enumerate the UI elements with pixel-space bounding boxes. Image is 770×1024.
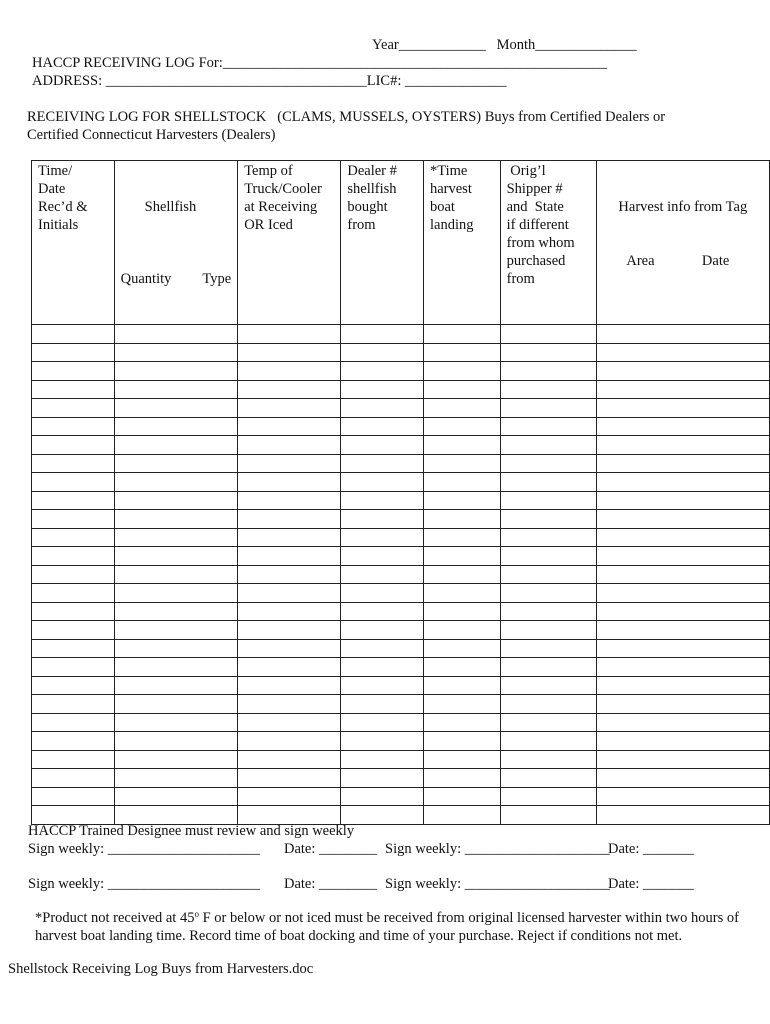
log-entry-cell[interactable] <box>114 695 238 714</box>
log-entry-cell[interactable] <box>423 362 500 381</box>
log-entry-cell[interactable] <box>596 602 769 621</box>
log-entry-cell[interactable] <box>32 454 115 473</box>
log-entry-cell[interactable] <box>238 417 341 436</box>
log-entry-cell[interactable] <box>423 528 500 547</box>
header-shellfish-title: Shellfish <box>144 199 197 215</box>
address-license-line: ADDRESS: ____________________________________LIC#: ______________ <box>32 73 507 89</box>
header-shellfish <box>114 161 238 325</box>
log-entry-cell[interactable] <box>500 639 596 658</box>
table-row <box>32 639 770 658</box>
log-entry-cell[interactable] <box>32 787 115 806</box>
document-filename: Shellstock Receiving Log Buys from Harvesters.doc <box>8 961 314 977</box>
table-row <box>32 565 770 584</box>
log-entry-cell[interactable] <box>596 787 769 806</box>
log-entry-cell[interactable] <box>32 436 115 455</box>
log-entry-cell[interactable] <box>500 769 596 788</box>
log-entry-cell[interactable] <box>114 565 238 584</box>
log-entry-cell[interactable] <box>238 565 341 584</box>
log-entry-cell[interactable] <box>423 695 500 714</box>
log-entry-cell[interactable] <box>596 639 769 658</box>
log-entry-cell[interactable] <box>423 454 500 473</box>
log-entry-cell[interactable] <box>341 713 424 732</box>
log-entry-cell[interactable] <box>238 399 341 418</box>
log-entry-cell[interactable] <box>596 769 769 788</box>
log-entry-cell[interactable] <box>341 787 424 806</box>
log-entry-cell[interactable] <box>423 325 500 344</box>
log-entry-cell[interactable] <box>596 621 769 640</box>
log-entry-cell[interactable] <box>341 362 424 381</box>
log-entry-cell[interactable] <box>341 510 424 529</box>
table-row <box>32 491 770 510</box>
log-entry-cell[interactable] <box>596 362 769 381</box>
log-entry-cell[interactable] <box>114 547 238 566</box>
log-entry-cell[interactable] <box>423 547 500 566</box>
log-entry-cell[interactable] <box>500 547 596 566</box>
log-entry-cell[interactable] <box>596 325 769 344</box>
log-entry-cell[interactable] <box>423 769 500 788</box>
log-entry-cell[interactable] <box>423 417 500 436</box>
table-row <box>32 362 770 381</box>
log-entry-cell[interactable] <box>423 380 500 399</box>
log-entry-cell[interactable] <box>423 713 500 732</box>
log-entry-cell[interactable] <box>596 584 769 603</box>
log-entry-cell[interactable] <box>114 417 238 436</box>
log-entry-cell[interactable] <box>32 510 115 529</box>
log-entry-cell[interactable] <box>423 621 500 640</box>
log-entry-cell[interactable] <box>423 491 500 510</box>
log-entry-cell[interactable] <box>238 787 341 806</box>
log-entry-cell[interactable] <box>32 565 115 584</box>
log-entry-cell[interactable] <box>500 565 596 584</box>
header-harvest-info <box>596 161 769 325</box>
receiving-log-table <box>31 160 770 825</box>
log-entry-cell[interactable] <box>423 676 500 695</box>
table-row <box>32 473 770 492</box>
log-entry-cell[interactable] <box>500 510 596 529</box>
log-entry-cell[interactable] <box>114 399 238 418</box>
log-entry-cell[interactable] <box>238 676 341 695</box>
sign-weekly-field[interactable]: Sign weekly: _____________________ <box>28 876 260 892</box>
log-entry-cell[interactable] <box>32 584 115 603</box>
log-entry-cell[interactable] <box>500 454 596 473</box>
log-entry-cell[interactable] <box>500 602 596 621</box>
table-row <box>32 750 770 769</box>
table-row <box>32 343 770 362</box>
log-entry-cell[interactable] <box>596 806 769 825</box>
log-entry-cell[interactable] <box>500 713 596 732</box>
header-harvest-info-title: Harvest info from Tag <box>618 199 748 215</box>
log-entry-cell[interactable] <box>238 380 341 399</box>
log-entry-cell[interactable] <box>341 621 424 640</box>
log-entry-cell[interactable] <box>32 417 115 436</box>
log-entry-cell[interactable] <box>500 584 596 603</box>
log-entry-cell[interactable] <box>500 436 596 455</box>
log-for-line: HACCP RECEIVING LOG For:_____________________________________________________ <box>32 55 608 71</box>
log-entry-cell[interactable] <box>341 565 424 584</box>
log-entry-cell[interactable] <box>32 362 115 381</box>
log-entry-cell[interactable] <box>341 639 424 658</box>
table-row <box>32 510 770 529</box>
log-entry-cell[interactable] <box>238 639 341 658</box>
note-text-part-2: F or below or not iced must be received from original licensed harvester within two hours of harvest boat landing time. Record time of boat docking and time of your purchase. Reject if conditions not met. <box>35 910 739 944</box>
log-entry-cell[interactable] <box>32 473 115 492</box>
table-row <box>32 547 770 566</box>
log-entry-cell[interactable] <box>596 732 769 751</box>
log-entry-cell[interactable] <box>238 621 341 640</box>
header-quantity: Quantity <box>120 271 172 287</box>
log-entry-cell[interactable] <box>500 362 596 381</box>
log-entry-cell[interactable] <box>32 621 115 640</box>
log-entry-cell[interactable] <box>500 658 596 677</box>
log-entry-cell[interactable] <box>238 343 341 362</box>
log-entry-cell[interactable] <box>596 695 769 714</box>
log-entry-cell[interactable] <box>114 713 238 732</box>
table-row <box>32 621 770 640</box>
date-field[interactable]: Date: _______ <box>608 876 694 892</box>
log-entry-cell[interactable] <box>114 602 238 621</box>
log-entry-cell[interactable] <box>500 325 596 344</box>
log-entry-cell[interactable] <box>341 343 424 362</box>
table-row <box>32 436 770 455</box>
table-row <box>32 658 770 677</box>
log-entry-cell[interactable] <box>423 473 500 492</box>
log-entry-cell[interactable] <box>423 436 500 455</box>
table-row <box>32 325 770 344</box>
log-entry-cell[interactable] <box>238 732 341 751</box>
log-entry-cell[interactable] <box>500 417 596 436</box>
log-entry-cell[interactable] <box>596 713 769 732</box>
log-entry-cell[interactable] <box>500 528 596 547</box>
log-entry-cell[interactable] <box>32 325 115 344</box>
log-entry-cell[interactable] <box>341 658 424 677</box>
log-entry-cell[interactable] <box>114 584 238 603</box>
log-entry-cell[interactable] <box>32 399 115 418</box>
date-field[interactable]: Date: _______ <box>608 841 694 857</box>
log-entry-cell[interactable] <box>341 602 424 621</box>
log-entry-cell[interactable] <box>596 343 769 362</box>
log-entry-cell[interactable] <box>32 528 115 547</box>
log-entry-cell[interactable] <box>238 584 341 603</box>
log-entry-cell[interactable] <box>341 750 424 769</box>
log-entry-cell[interactable] <box>423 750 500 769</box>
log-entry-cell[interactable] <box>500 676 596 695</box>
log-entry-cell[interactable] <box>423 639 500 658</box>
log-entry-cell[interactable] <box>114 639 238 658</box>
table-row <box>32 417 770 436</box>
table-row <box>32 769 770 788</box>
degree-symbol: o <box>194 909 199 919</box>
log-entry-cell[interactable] <box>341 528 424 547</box>
log-entry-cell[interactable] <box>341 491 424 510</box>
log-entry-cell[interactable] <box>32 547 115 566</box>
log-entry-cell[interactable] <box>114 658 238 677</box>
table-row <box>32 732 770 751</box>
log-entry-cell[interactable] <box>596 528 769 547</box>
sign-weekly-field[interactable]: Sign weekly: ____________________ <box>385 876 610 892</box>
log-entry-cell[interactable] <box>596 473 769 492</box>
log-entry-cell[interactable] <box>500 343 596 362</box>
header-harvest-area: Area <box>626 253 655 269</box>
log-entry-cell[interactable] <box>341 417 424 436</box>
log-entry-cell[interactable] <box>114 454 238 473</box>
log-entry-cell[interactable] <box>32 695 115 714</box>
log-entry-cell[interactable] <box>500 491 596 510</box>
log-entry-cell[interactable] <box>596 399 769 418</box>
log-entry-cell[interactable] <box>114 436 238 455</box>
log-entry-cell[interactable] <box>114 750 238 769</box>
log-entry-cell[interactable] <box>32 380 115 399</box>
log-entry-cell[interactable] <box>114 621 238 640</box>
log-entry-cell[interactable] <box>238 547 341 566</box>
log-entry-cell[interactable] <box>114 787 238 806</box>
log-entry-cell[interactable] <box>596 436 769 455</box>
log-entry-cell[interactable] <box>238 491 341 510</box>
log-entry-cell[interactable] <box>238 325 341 344</box>
table-row <box>32 713 770 732</box>
log-entry-cell[interactable] <box>32 750 115 769</box>
log-entry-cell[interactable] <box>596 417 769 436</box>
header-original-shipper: Orig’l Shipper # and State if different from whom purchased from <box>500 161 596 325</box>
log-entry-cell[interactable] <box>32 769 115 788</box>
log-entry-cell[interactable] <box>114 491 238 510</box>
log-entry-cell[interactable] <box>238 362 341 381</box>
log-entry-cell[interactable] <box>341 584 424 603</box>
log-entry-cell[interactable] <box>423 787 500 806</box>
log-entry-cell[interactable] <box>238 769 341 788</box>
log-entry-cell[interactable] <box>238 602 341 621</box>
log-entry-cell[interactable] <box>596 491 769 510</box>
log-entry-cell[interactable] <box>32 713 115 732</box>
log-entry-cell[interactable] <box>423 343 500 362</box>
log-entry-cell[interactable] <box>423 806 500 825</box>
log-entry-cell[interactable] <box>423 510 500 529</box>
log-entry-cell[interactable] <box>500 695 596 714</box>
log-subtitle-line-2: Certified Connecticut Harvesters (Dealers) <box>27 127 276 143</box>
table-row <box>32 602 770 621</box>
log-entry-cell[interactable] <box>341 695 424 714</box>
log-entry-cell[interactable] <box>423 602 500 621</box>
temperature-rule-note <box>35 905 750 945</box>
table-row <box>32 787 770 806</box>
log-entry-cell[interactable] <box>32 343 115 362</box>
year-month-line: Year____________ Month______________ <box>372 37 637 53</box>
table-row <box>32 454 770 473</box>
log-entry-cell[interactable] <box>114 473 238 492</box>
log-entry-cell[interactable] <box>596 510 769 529</box>
log-entry-cell[interactable] <box>341 436 424 455</box>
table-header-row <box>32 161 770 325</box>
log-entry-cell[interactable] <box>341 732 424 751</box>
log-entry-cell[interactable] <box>423 658 500 677</box>
log-subtitle-line-1: RECEIVING LOG FOR SHELLSTOCK (CLAMS, MUSSELS, OYSTERS) Buys from Certified Dealers or <box>27 109 666 125</box>
log-entry-cell[interactable] <box>596 547 769 566</box>
log-entry-cell[interactable] <box>114 769 238 788</box>
log-entry-cell[interactable] <box>341 399 424 418</box>
log-entry-cell[interactable] <box>114 343 238 362</box>
log-entry-cell[interactable] <box>341 325 424 344</box>
header-harvest-date: Date <box>701 253 730 269</box>
log-entry-cell[interactable] <box>596 380 769 399</box>
log-entry-cell[interactable] <box>238 695 341 714</box>
log-entry-cell[interactable] <box>114 676 238 695</box>
log-entry-cell[interactable] <box>114 510 238 529</box>
log-entry-cell[interactable] <box>238 528 341 547</box>
log-entry-cell[interactable] <box>500 787 596 806</box>
log-entry-cell[interactable] <box>114 325 238 344</box>
log-entry-cell[interactable] <box>114 732 238 751</box>
log-entry-cell[interactable] <box>423 399 500 418</box>
log-entry-cell[interactable] <box>596 565 769 584</box>
date-field[interactable]: Date: ________ <box>284 841 378 857</box>
log-entry-cell[interactable] <box>596 676 769 695</box>
log-entry-cell[interactable] <box>114 528 238 547</box>
log-entry-cell[interactable] <box>596 750 769 769</box>
table-row <box>32 528 770 547</box>
log-entry-cell[interactable] <box>341 473 424 492</box>
log-entry-cell[interactable] <box>32 639 115 658</box>
log-entry-cell[interactable] <box>500 473 596 492</box>
log-entry-cell[interactable] <box>238 473 341 492</box>
log-entry-cell[interactable] <box>500 732 596 751</box>
header-dealer-number: Dealer # shellfish bought from <box>341 161 424 325</box>
note-text-part-1: *Product not received at 45 <box>35 910 195 926</box>
table-row <box>32 676 770 695</box>
log-entry-cell[interactable] <box>32 676 115 695</box>
log-entry-cell[interactable] <box>238 510 341 529</box>
date-field[interactable]: Date: ________ <box>284 876 378 892</box>
table-row <box>32 584 770 603</box>
log-entry-cell[interactable] <box>238 436 341 455</box>
log-entry-cell[interactable] <box>500 399 596 418</box>
log-entry-cell[interactable] <box>341 547 424 566</box>
table-row <box>32 399 770 418</box>
log-entry-cell[interactable] <box>423 732 500 751</box>
log-entry-cell[interactable] <box>32 491 115 510</box>
header-type: Type <box>202 271 232 287</box>
table-row <box>32 695 770 714</box>
sign-weekly-field[interactable]: Sign weekly: _____________________ <box>28 841 260 857</box>
log-entry-cell[interactable] <box>341 454 424 473</box>
log-entry-cell[interactable] <box>423 584 500 603</box>
log-entry-cell[interactable] <box>32 658 115 677</box>
log-entry-cell[interactable] <box>500 380 596 399</box>
sign-weekly-field[interactable]: Sign weekly: ____________________ <box>385 841 610 857</box>
log-entry-cell[interactable] <box>32 732 115 751</box>
header-temp-of-truck: Temp of Truck/Cooler at Receiving OR Iced <box>238 161 341 325</box>
header-time-harvest-landing: *Time harvest boat landing <box>423 161 500 325</box>
log-entry-cell[interactable] <box>341 769 424 788</box>
log-entry-cell[interactable] <box>114 380 238 399</box>
log-entry-cell[interactable] <box>238 713 341 732</box>
log-entry-cell[interactable] <box>341 676 424 695</box>
log-entry-cell[interactable] <box>500 621 596 640</box>
log-entry-cell[interactable] <box>500 806 596 825</box>
header-time-date-received: Time/ Date Rec’d & Initials <box>32 161 115 325</box>
log-entry-cell[interactable] <box>341 380 424 399</box>
log-entry-cell[interactable] <box>596 658 769 677</box>
log-entry-cell[interactable] <box>238 750 341 769</box>
log-entry-cell[interactable] <box>423 565 500 584</box>
log-entry-cell[interactable] <box>238 658 341 677</box>
log-entry-cell[interactable] <box>114 362 238 381</box>
table-row <box>32 380 770 399</box>
log-entry-cell[interactable] <box>500 750 596 769</box>
log-entry-cell[interactable] <box>596 454 769 473</box>
log-entry-cell[interactable] <box>238 454 341 473</box>
designee-note: HACCP Trained Designee must review and sign weekly <box>28 823 355 839</box>
log-entry-cell[interactable] <box>32 602 115 621</box>
